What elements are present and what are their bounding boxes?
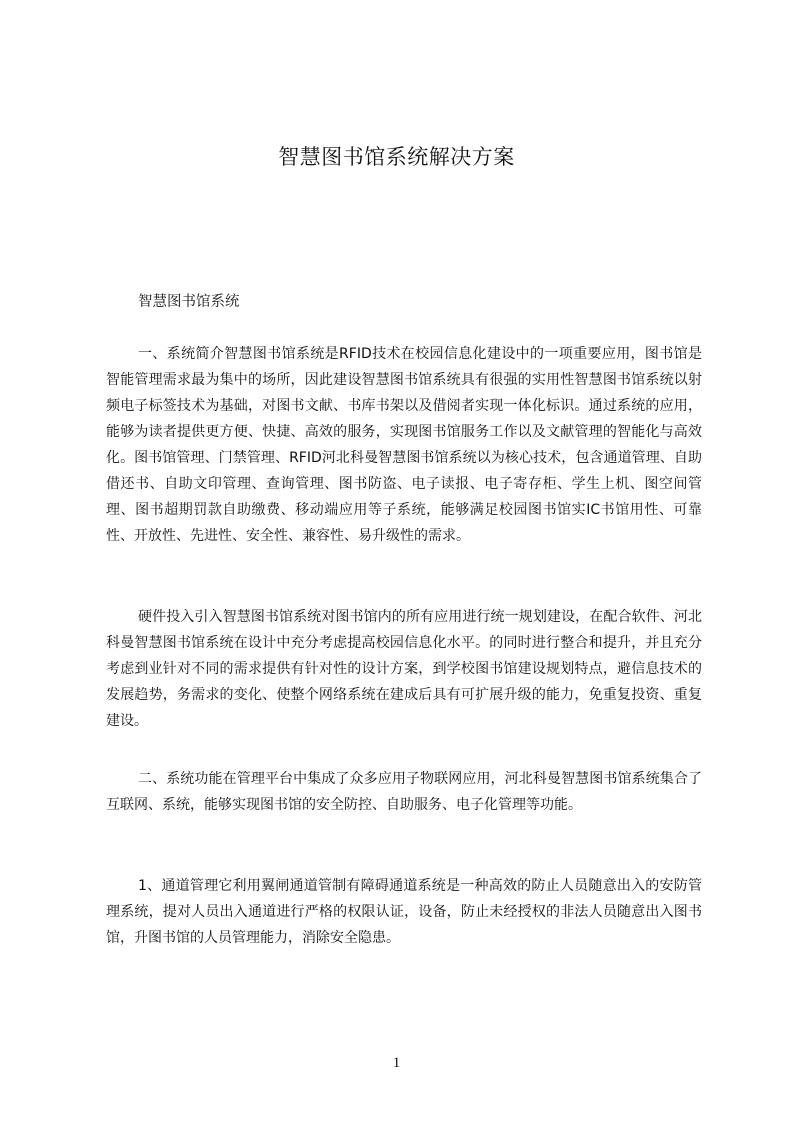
paragraph-system-intro: 一、系统简介智慧图书馆系统是RFID技术在校园信息化建设中的一项重要应用，图书馆是智能管理需求最为集中的场所，因此建设智慧图书馆系统具有很强的实用性智慧图书馆系统以射频电子标签技术为基础，对图书文献、书库书架以及借阅者实现一体化标识。通过系统的应用，能够为读者提供更方便、快捷、高效的服务，实现图书馆服务工作以及文献管理的智能化与高效化。图书馆管理、门禁管理、RFID河北科曼智慧图书馆系统以为核心技术，包含通道管理、自助借还书、自助文印管理、查询管理、图书防盗、电子读报、电子寄存柜、学生上机、图空间管理、图书超期罚款自助缴费、移动端应用等子系统，能够满足校园图书馆实IC书馆用性、可靠性、开放性、先进性、安全性、兼容性、易升级性的需求。 [106,346,702,544]
document-title: 智慧图书馆系统解决方案 [278,145,515,169]
paragraph-system-functions: 二、系统功能在管理平台中集成了众多应用子物联网应用，河北科曼智慧图书馆系统集合了互联网、系统，能够实现图书馆的安全防控、自助服务、电子化管理等功能。 [106,771,702,813]
paragraph-hardware-investment: 硬件投入引入智慧图书馆系统对图书馆内的所有应用进行统一规划建设，在配合软件、河北科曼智慧图书馆系统在设计中充分考虑提高校园信息化水平。的同时进行整合和提升，并且充分考虑到业针对不同的需求提供有针对性的设计方案，到学校图书馆建设规划特点，避信息技术的发展趋势，务需求的变化、使整个网络系统在建成后具有可扩展升级的能力，免重复投资、重复建设。 [106,609,702,729]
paragraph-channel-management: 1、通道管理它利用翼闸通道管制有障碍通道系统是一种高效的防止人员随意出入的安防管理系统，提对人员出入通道进行严格的权限认证，设备，防止未经授权的非法人员随意出入图书馆，升图书馆的人员管理能力，消除安全隐患。 [106,878,702,946]
page-number: 1 [392,1055,401,1071]
section-subtitle: 智慧图书馆系统 [138,294,240,310]
